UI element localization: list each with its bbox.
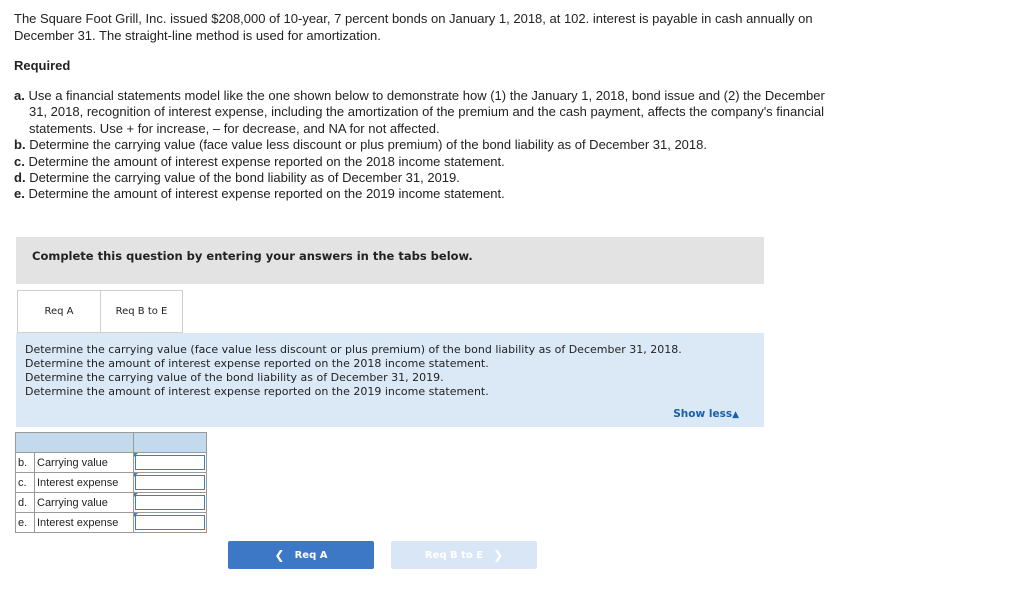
requirement-letter: c. [14,153,25,169]
input-marker-icon [134,493,138,497]
panel-line: Determine the carrying value of the bond liability as of December 31, 2019. [25,371,444,384]
row-letter: e. [16,513,35,533]
table-row [16,473,207,493]
requirement-letter: d. [14,170,26,186]
table-row [16,513,207,533]
row-letter: b. [16,453,35,473]
tab-req-b-to-e[interactable]: Req B to E [101,290,183,333]
requirement-d [14,170,834,186]
answer-cell [134,473,207,493]
row-letter: c. [16,473,35,493]
answer-table [15,432,207,533]
input-marker-icon [134,513,138,517]
requirement-letter: b. [14,137,26,153]
carrying-value-2019-input[interactable] [135,495,205,510]
row-label: Carrying value [35,453,134,473]
input-marker-icon [134,473,138,477]
chevron-right-icon: ❯ [493,548,504,562]
next-button-label: Req B to E [424,549,484,561]
next-req-b-to-e-button[interactable] [391,541,537,569]
interest-expense-2018-input[interactable] [135,475,205,490]
requirement-c [14,154,834,170]
requirement-b [14,137,834,153]
tab-req-a[interactable]: Req A [17,290,101,333]
requirement-letter: e. [14,186,25,202]
requirements-list [14,88,834,203]
table-row [16,453,207,473]
answer-cell [134,513,207,533]
requirement-text: Determine the amount of interest expense reported on the 2018 income statement. [28,153,505,169]
answer-cell [134,493,207,513]
chevron-left-icon: ❮ [274,548,285,562]
header-cell [134,433,207,453]
carrying-value-2018-input[interactable] [135,455,205,470]
panel-line: Determine the amount of interest expense reported on the 2018 income statement. [25,357,489,370]
row-letter: d. [16,493,35,513]
header-cell [16,433,134,453]
tab-bar [17,290,183,333]
show-less-label: Show less [673,408,733,420]
table-row [16,493,207,513]
panel-line: Determine the amount of interest expense reported on the 2019 income statement. [25,385,489,398]
answer-cell [134,453,207,473]
show-less-link[interactable] [673,407,739,422]
prev-button-label: Req A [294,549,328,561]
input-marker-icon [134,453,138,457]
requirement-a [14,88,834,137]
table-header-row [16,433,207,453]
row-label: Carrying value [35,493,134,513]
requirement-text: Use a financial statements model like the one shown below to demonstrate how (1) the January 1, 2018, bond issue and (2) the December 31, 2018, recognition of interest expense, including the amortization of the premium and the cash payment, affects the company's financial statements. Use + for increase, – for decrease, and NA for not affected. [28,88,825,136]
panel-line: Determine the carrying value (face value less discount or plus premium) of the bond liability as of December 31, 2018. [25,343,682,356]
problem-intro: The Square Foot Grill, Inc. issued $208,000 of 10-year, 7 percent bonds on January 1, 2018, at 102. interest is payable in cash annually on December 31. The straight-line method is used for amortization. [14,11,813,43]
requirement-e [14,186,834,202]
required-heading: Required [14,58,71,73]
requirement-text: Determine the carrying value of the bond liability as of December 31, 2019. [29,170,460,186]
requirement-text: Determine the carrying value (face value less discount or plus premium) of the bond liability as of December 31, 2018. [29,137,707,153]
requirement-text: Determine the amount of interest expense reported on the 2019 income statement. [28,186,505,202]
interest-expense-2019-input[interactable] [135,515,205,530]
row-label: Interest expense [35,473,134,493]
tab-panel [16,333,764,427]
prev-req-a-button[interactable] [228,541,374,569]
row-label: Interest expense [35,513,134,533]
instruction-bar: Complete this question by entering your answers in the tabs below. [16,237,764,284]
requirement-letter: a. [14,88,25,103]
triangle-up-icon: ▲ [732,410,739,420]
